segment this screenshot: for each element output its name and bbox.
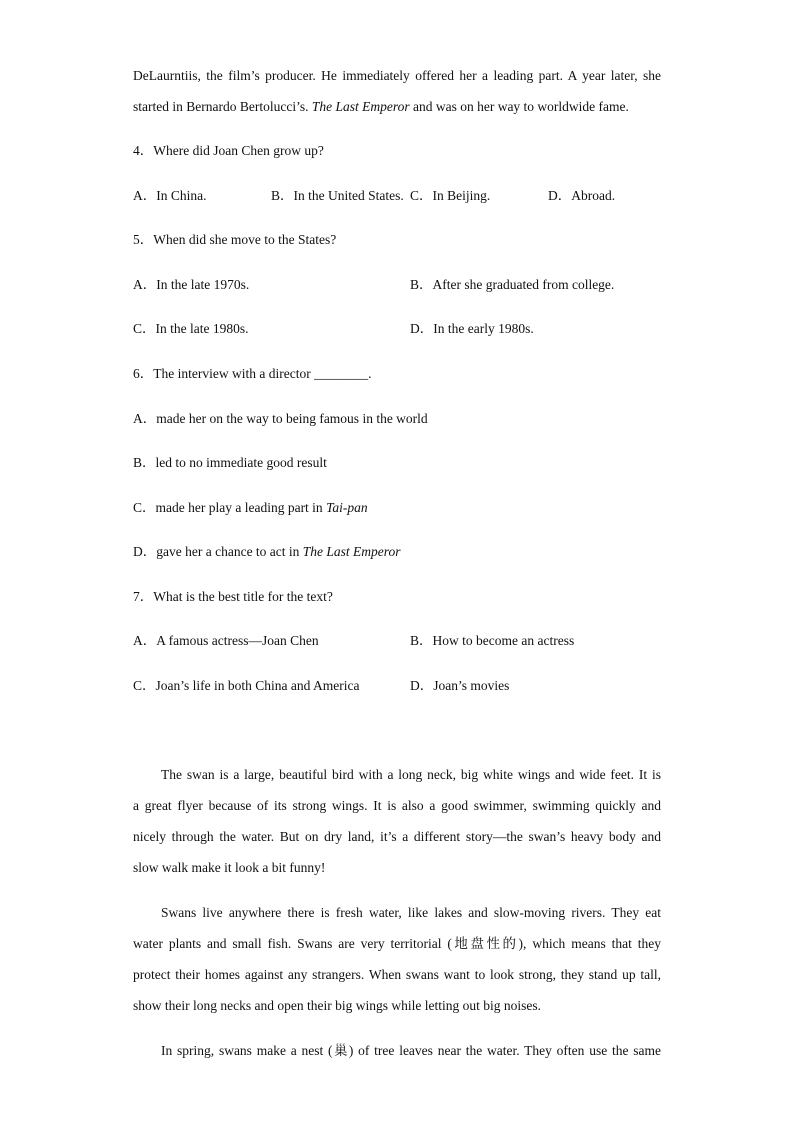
question-5-option-c: C．In the late 1980s. — [133, 321, 249, 336]
passage-text: and was on her way to worldwide fame. — [409, 99, 629, 114]
question-7-stem: 7．What is the best title for the text? — [133, 589, 333, 604]
option-text: D．gave her a chance to act in — [133, 544, 303, 559]
question-4-option-a: A．In China. — [133, 188, 207, 203]
swan-para2-line: show their long necks and open their big wings while letting out big noises. — [133, 998, 541, 1013]
question-4-option-b: B．In the United States. — [271, 188, 404, 203]
question-7-option-d: D．Joan’s movies — [410, 678, 510, 693]
swan-para1-line: The swan is a large, beautiful bird with a long neck, big white wings and wide feet. It is — [161, 767, 661, 782]
question-7-option-b: B．How to become an actress — [410, 633, 575, 648]
film-title: Tai-pan — [326, 500, 368, 515]
option-text: C．made her play a leading part in — [133, 500, 327, 515]
question-5-stem: 5．When did she move to the States? — [133, 232, 337, 247]
swan-para3-line: In spring, swans make a nest (巢) of tree leaves near the water. They often use the same — [161, 1043, 661, 1058]
question-7-option-a: A．A famous actress—Joan Chen — [133, 633, 319, 648]
swan-para1-line: a great flyer because of its strong wings. It is also a good swimmer, swimming quickly and — [133, 798, 661, 813]
passage-line: DeLaurntiis, the film’s producer. He immediately offered her a leading part. A year later, she — [133, 68, 661, 83]
question-5-option-d: D．In the early 1980s. — [410, 321, 534, 336]
swan-para1-line: nicely through the water. But on dry land, it’s a different story—the swan’s heavy body and — [133, 829, 661, 844]
passage-line — [133, 98, 629, 116]
film-title: The Last Emperor — [302, 544, 401, 559]
film-title: The Last Emperor — [311, 99, 410, 114]
swan-para1-line: slow walk make it look a bit funny! — [133, 860, 326, 875]
question-4-stem: 4．Where did Joan Chen grow up? — [133, 143, 324, 158]
question-6-option-a: A．made her on the way to being famous in the world — [133, 411, 428, 426]
question-6-option-c — [133, 499, 368, 517]
swan-para2-line: Swans live anywhere there is fresh water, like lakes and slow-moving rivers. They eat — [161, 905, 661, 920]
question-6-stem: 6．The interview with a director ________. — [133, 366, 372, 381]
question-6-option-d — [133, 543, 401, 561]
question-7-option-c: C．Joan’s life in both China and America — [133, 678, 360, 693]
swan-para2-line: water plants and small fish. Swans are very territorial (地盘性的), which means that they — [133, 936, 661, 951]
swan-para2-line: protect their homes against any strangers. When swans want to look strong, they stand up tall, — [133, 967, 661, 982]
question-5-option-b: B．After she graduated from college. — [410, 277, 615, 292]
question-4-option-c: C．In Beijing. — [410, 188, 491, 203]
question-5-option-a: A．In the late 1970s. — [133, 277, 250, 292]
question-6-option-b: B．led to no immediate good result — [133, 455, 327, 470]
passage-text: started in Bernardo Bertolucci’s. — [133, 99, 312, 114]
question-4-option-d: D．Abroad. — [548, 188, 616, 203]
